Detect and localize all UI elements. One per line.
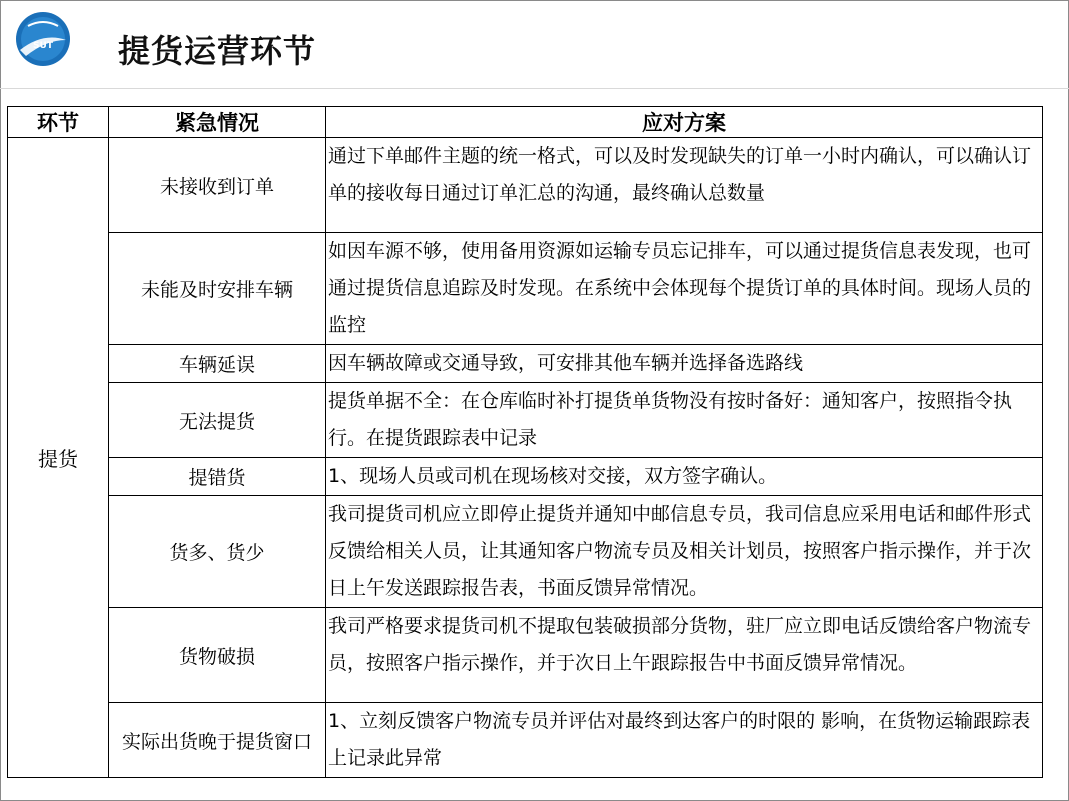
situation-cell: 货多、货少 — [109, 496, 326, 608]
table-row — [8, 608, 1043, 703]
header-solution: 应对方案 — [326, 107, 1043, 138]
situation-cell: 未接收到订单 — [109, 138, 326, 233]
situation-cell: 货物破损 — [109, 608, 326, 703]
stage-cell: 提货 — [8, 138, 109, 778]
table-row — [8, 233, 1043, 345]
solution-cell: 通过下单邮件主题的统一格式，可以及时发现缺失的订单一小时内确认，可以确认订单的接收每日通过订单汇总的沟通，最终确认总数量 — [326, 138, 1043, 233]
solution-cell: 因车辆故障或交通导致，可安排其他车辆并选择备选路线 — [326, 345, 1043, 383]
table-header-row — [8, 107, 1043, 138]
solution-cell: 1、立刻反馈客户物流专员并评估对最终到达客户的时限的 影响，在货物运输跟踪表上记录此异常 — [326, 703, 1043, 778]
table-row — [8, 383, 1043, 458]
situation-cell: 无法提货 — [109, 383, 326, 458]
header-situation: 紧急情况 — [109, 107, 326, 138]
table-row — [8, 345, 1043, 383]
situation-cell: 未能及时安排车辆 — [109, 233, 326, 345]
sut-logo-icon — [14, 10, 72, 68]
logo-text: SUT — [33, 41, 53, 51]
table-row — [8, 496, 1043, 608]
solution-cell: 1、现场人员或司机在现场核对交接，双方签字确认。 — [326, 458, 1043, 496]
solution-cell: 如因车源不够，使用备用资源如运输专员忘记排车，可以通过提货信息表发现，也可通过提货信息追踪及时发现。在系统中会体现每个提货订单的具体时间。现场人员的监控 — [326, 233, 1043, 345]
table-row — [8, 458, 1043, 496]
solution-cell: 我司严格要求提货司机不提取包装破损部分货物，驻厂应立即电话反馈给客户物流专员，按照客户指示操作，并于次日上午跟踪报告中书面反馈异常情况。 — [326, 608, 1043, 703]
table-row — [8, 138, 1043, 233]
solution-cell: 提货单据不全：在仓库临时补打提货单货物没有按时备好：通知客户，按照指令执行。在提货跟踪表中记录 — [326, 383, 1043, 458]
situation-cell: 提错货 — [109, 458, 326, 496]
header-stage: 环节 — [8, 107, 109, 138]
table-row — [8, 703, 1043, 778]
page-title: 提货运营环节 — [118, 32, 317, 70]
solution-cell: 我司提货司机应立即停止提货并通知中邮信息专员，我司信息应采用电话和邮件形式反馈给相关人员，让其通知客户物流专员及相关计划员，按照客户指示操作，并于次日上午发送跟踪报告表，书面反馈异常情况。 — [326, 496, 1043, 608]
situation-cell: 实际出货晚于提货窗口 — [109, 703, 326, 778]
title-divider — [0, 88, 1069, 89]
situation-cell: 车辆延误 — [109, 345, 326, 383]
pickup-operations-table — [7, 106, 1043, 778]
